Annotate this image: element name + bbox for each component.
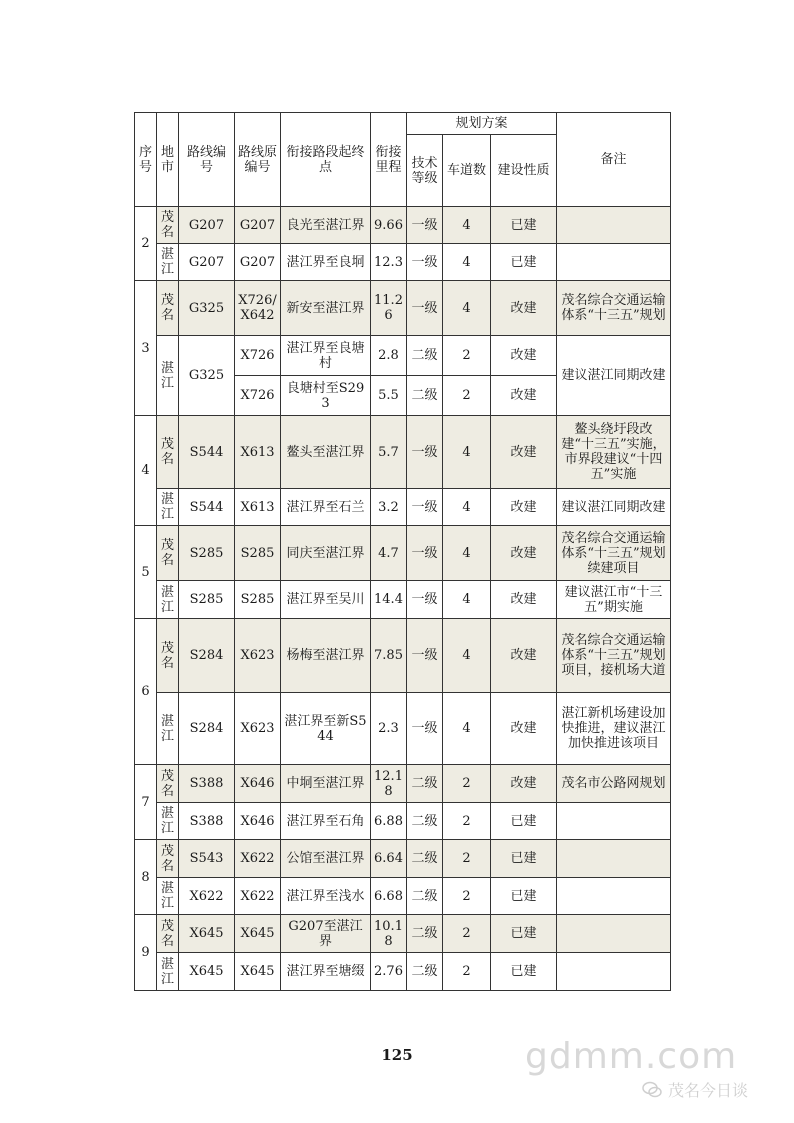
grade-cell: 二级 <box>407 878 443 915</box>
city-cell: 湛江 <box>157 878 179 915</box>
lanes-cell: 4 <box>443 207 491 244</box>
remark-cell <box>557 915 671 953</box>
mileage-cell: 5.7 <box>371 416 407 489</box>
segment-cell: 湛江界至吴川 <box>281 581 371 619</box>
col-header-grade: 技术等级 <box>407 135 443 207</box>
remark-cell <box>557 803 671 840</box>
grade-cell: 二级 <box>407 840 443 878</box>
route-cell: G207 <box>179 244 235 281</box>
lanes-cell: 4 <box>443 581 491 619</box>
remark-cell: 茂名综合交通运输体系“十三五”规划 <box>557 281 671 336</box>
type-cell: 已建 <box>491 207 557 244</box>
type-cell: 已建 <box>491 953 557 991</box>
remark-cell: 茂名综合交通运输体系“十三五”规划续建项目 <box>557 526 671 581</box>
lanes-cell: 4 <box>443 281 491 336</box>
lanes-cell: 4 <box>443 489 491 526</box>
remark-cell <box>557 953 671 991</box>
mileage-cell: 5.5 <box>371 376 407 416</box>
segment-cell: 良塘村至S293 <box>281 376 371 416</box>
orig-cell: S285 <box>235 581 281 619</box>
table-row <box>135 489 671 526</box>
watermark-account <box>642 1078 748 1101</box>
type-cell: 已建 <box>491 803 557 840</box>
orig-cell: X623 <box>235 693 281 765</box>
segment-cell: 湛江界至良塘村 <box>281 336 371 376</box>
orig-cell: X726 <box>235 376 281 416</box>
route-cell: S285 <box>179 581 235 619</box>
grade-cell: 一级 <box>407 693 443 765</box>
type-cell: 改建 <box>491 416 557 489</box>
remark-cell: 湛江新机场建设加快推进，建议湛江加快推进该项目 <box>557 693 671 765</box>
route-cell: G325 <box>179 281 235 336</box>
orig-cell: X613 <box>235 489 281 526</box>
route-cell: S285 <box>179 526 235 581</box>
page-number: 125 <box>381 1046 413 1064</box>
route-cell: S544 <box>179 416 235 489</box>
city-cell: 湛江 <box>157 244 179 281</box>
type-cell: 改建 <box>491 693 557 765</box>
col-header-orig: 路线原编号 <box>235 113 281 207</box>
grade-cell: 二级 <box>407 765 443 803</box>
col-header-city: 地市 <box>157 113 179 207</box>
segment-cell: 同庆至湛江界 <box>281 526 371 581</box>
mileage-cell: 14.4 <box>371 581 407 619</box>
table-row <box>135 581 671 619</box>
table-row <box>135 840 671 878</box>
city-cell: 茂名 <box>157 526 179 581</box>
route-cell: X645 <box>179 915 235 953</box>
seq-cell: 7 <box>135 765 157 840</box>
route-cell: S543 <box>179 840 235 878</box>
city-cell: 茂名 <box>157 281 179 336</box>
seq-cell: 3 <box>135 281 157 416</box>
route-cell: S544 <box>179 489 235 526</box>
seq-cell: 5 <box>135 526 157 619</box>
remark-cell: 茂名综合交通运输体系“十三五”规划项目，接机场大道 <box>557 619 671 693</box>
grade-cell: 一级 <box>407 281 443 336</box>
orig-cell: X613 <box>235 416 281 489</box>
city-cell: 茂名 <box>157 915 179 953</box>
grade-cell: 二级 <box>407 336 443 376</box>
seq-cell: 6 <box>135 619 157 765</box>
grade-cell: 一级 <box>407 416 443 489</box>
lanes-cell: 2 <box>443 953 491 991</box>
col-header-segment: 衔接路段起终点 <box>281 113 371 207</box>
table-row <box>135 244 671 281</box>
grade-cell: 二级 <box>407 803 443 840</box>
table-row <box>135 336 671 376</box>
lanes-cell: 4 <box>443 244 491 281</box>
mileage-cell: 3.2 <box>371 489 407 526</box>
table-row <box>135 416 671 489</box>
segment-cell: 良光至湛江界 <box>281 207 371 244</box>
city-cell: 茂名 <box>157 416 179 489</box>
mileage-cell: 12.18 <box>371 765 407 803</box>
orig-cell: S285 <box>235 526 281 581</box>
mileage-cell: 7.85 <box>371 619 407 693</box>
lanes-cell: 2 <box>443 803 491 840</box>
remark-cell <box>557 840 671 878</box>
lanes-cell: 2 <box>443 915 491 953</box>
col-header-lanes: 车道数 <box>443 135 491 207</box>
segment-cell: 湛江界至石兰 <box>281 489 371 526</box>
lanes-cell: 2 <box>443 336 491 376</box>
table-row <box>135 953 671 991</box>
city-cell: 茂名 <box>157 207 179 244</box>
table-row <box>135 281 671 336</box>
orig-cell: X623 <box>235 619 281 693</box>
grade-cell: 一级 <box>407 489 443 526</box>
city-cell: 湛江 <box>157 489 179 526</box>
orig-cell: X622 <box>235 878 281 915</box>
route-cell: X645 <box>179 953 235 991</box>
segment-cell: 新安至湛江界 <box>281 281 371 336</box>
table-row <box>135 207 671 244</box>
lanes-cell: 2 <box>443 376 491 416</box>
segment-cell: 湛江界至新S544 <box>281 693 371 765</box>
city-cell: 茂名 <box>157 619 179 693</box>
city-cell: 湛江 <box>157 693 179 765</box>
type-cell: 已建 <box>491 244 557 281</box>
remark-cell: 建议湛江同期改建 <box>557 489 671 526</box>
grade-cell: 一级 <box>407 619 443 693</box>
col-header-type: 建设性质 <box>491 135 557 207</box>
orig-cell: X646 <box>235 803 281 840</box>
col-header-remark: 备注 <box>557 113 671 207</box>
type-cell: 改建 <box>491 489 557 526</box>
remark-cell: 鳌头绕圩段改建“十三五”实施，市界段建议“十四五”实施 <box>557 416 671 489</box>
grade-cell: 一级 <box>407 581 443 619</box>
mileage-cell: 12.3 <box>371 244 407 281</box>
segment-cell: 中垌至湛江界 <box>281 765 371 803</box>
orig-cell: X645 <box>235 953 281 991</box>
mileage-cell: 2.8 <box>371 336 407 376</box>
segment-cell: 鳌头至湛江界 <box>281 416 371 489</box>
segment-cell: 杨梅至湛江界 <box>281 619 371 693</box>
route-cell: S388 <box>179 803 235 840</box>
lanes-cell: 2 <box>443 878 491 915</box>
type-cell: 已建 <box>491 915 557 953</box>
col-header-mileage: 衔接里程 <box>371 113 407 207</box>
mileage-cell: 9.66 <box>371 207 407 244</box>
table-row <box>135 619 671 693</box>
table-row <box>135 878 671 915</box>
route-cell: X622 <box>179 878 235 915</box>
segment-cell: 湛江界至浅水 <box>281 878 371 915</box>
table-row <box>135 693 671 765</box>
type-cell: 改建 <box>491 336 557 376</box>
lanes-cell: 4 <box>443 416 491 489</box>
type-cell: 改建 <box>491 376 557 416</box>
orig-cell: X646 <box>235 765 281 803</box>
watermark-site: gdmm.com <box>525 1036 738 1077</box>
mileage-cell: 6.64 <box>371 840 407 878</box>
seq-cell: 4 <box>135 416 157 526</box>
grade-cell: 一级 <box>407 244 443 281</box>
wechat-icon <box>642 1081 662 1099</box>
city-cell: 茂名 <box>157 765 179 803</box>
type-cell: 改建 <box>491 526 557 581</box>
remark-cell <box>557 244 671 281</box>
type-cell: 改建 <box>491 281 557 336</box>
mileage-cell: 10.18 <box>371 915 407 953</box>
mileage-cell: 2.3 <box>371 693 407 765</box>
remark-cell <box>557 878 671 915</box>
lanes-cell: 4 <box>443 526 491 581</box>
segment-cell: 公馆至湛江界 <box>281 840 371 878</box>
seq-cell: 9 <box>135 915 157 991</box>
type-cell: 改建 <box>491 765 557 803</box>
route-cell: G325 <box>179 336 235 416</box>
seq-cell: 2 <box>135 207 157 281</box>
city-cell: 湛江 <box>157 581 179 619</box>
route-cell: S284 <box>179 693 235 765</box>
segment-cell: 湛江界至塘缀 <box>281 953 371 991</box>
segment-cell: G207至湛江界 <box>281 915 371 953</box>
orig-cell: X622 <box>235 840 281 878</box>
orig-cell: X726/X642 <box>235 281 281 336</box>
type-cell: 已建 <box>491 878 557 915</box>
mileage-cell: 6.68 <box>371 878 407 915</box>
table-row <box>135 803 671 840</box>
remark-cell: 建议湛江市“十三五”期实施 <box>557 581 671 619</box>
watermark-account-label: 茂名今日谈 <box>668 1081 749 1100</box>
orig-cell: G207 <box>235 244 281 281</box>
table-row <box>135 526 671 581</box>
segment-cell: 湛江界至良垌 <box>281 244 371 281</box>
mileage-cell: 2.76 <box>371 953 407 991</box>
city-cell: 湛江 <box>157 336 179 416</box>
route-cell: G207 <box>179 207 235 244</box>
grade-cell: 二级 <box>407 953 443 991</box>
type-cell: 改建 <box>491 581 557 619</box>
route-cell: S284 <box>179 619 235 693</box>
remark-cell <box>557 207 671 244</box>
orig-cell: X645 <box>235 915 281 953</box>
grade-cell: 一级 <box>407 526 443 581</box>
grade-cell: 二级 <box>407 376 443 416</box>
orig-cell: G207 <box>235 207 281 244</box>
road-connection-table <box>134 112 671 991</box>
mileage-cell: 6.88 <box>371 803 407 840</box>
orig-cell: X726 <box>235 336 281 376</box>
city-cell: 茂名 <box>157 840 179 878</box>
lanes-cell: 4 <box>443 619 491 693</box>
col-header-seq: 序号 <box>135 113 157 207</box>
remark-cell: 建议湛江同期改建 <box>557 336 671 416</box>
type-cell: 改建 <box>491 619 557 693</box>
table-row <box>135 915 671 953</box>
remark-cell: 茂名市公路网规划 <box>557 765 671 803</box>
col-header-plan: 规划方案 <box>407 113 557 135</box>
city-cell: 湛江 <box>157 953 179 991</box>
table-row <box>135 765 671 803</box>
grade-cell: 一级 <box>407 207 443 244</box>
city-cell: 湛江 <box>157 803 179 840</box>
lanes-cell: 2 <box>443 765 491 803</box>
col-header-route: 路线编号 <box>179 113 235 207</box>
mileage-cell: 4.7 <box>371 526 407 581</box>
lanes-cell: 2 <box>443 840 491 878</box>
lanes-cell: 4 <box>443 693 491 765</box>
header-row <box>135 113 671 135</box>
type-cell: 已建 <box>491 840 557 878</box>
segment-cell: 湛江界至石角 <box>281 803 371 840</box>
grade-cell: 二级 <box>407 915 443 953</box>
seq-cell: 8 <box>135 840 157 915</box>
mileage-cell: 11.26 <box>371 281 407 336</box>
route-cell: S388 <box>179 765 235 803</box>
